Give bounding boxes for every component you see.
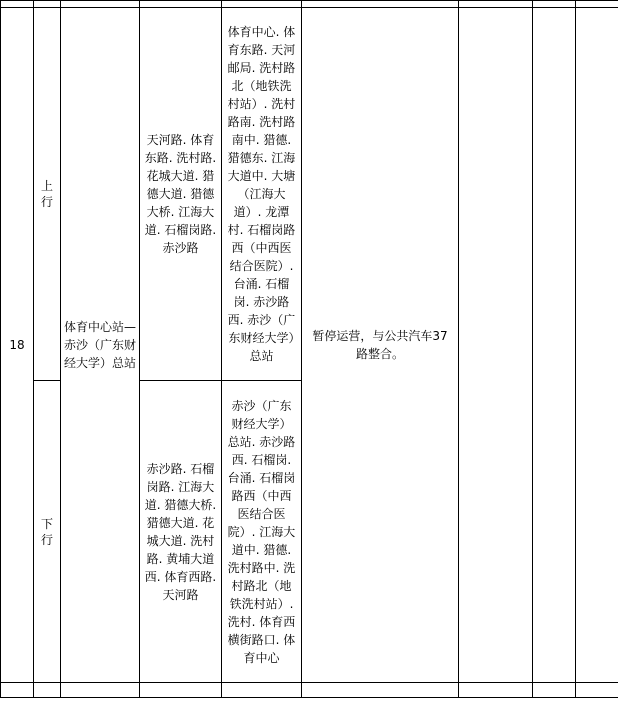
table-row <box>1 1 618 8</box>
cell-direction-up: 上行 <box>34 8 61 381</box>
cell-stop-list-up: 体育中心. 体育东路. 天河邮局. 洗村路北（地铁洗村站）. 洗村路南. 洗村路南中. 猎德. 猎德东. 江海大道中. 大塘（江海大道）. 龙潭村. 石榴岗路西（中西医结合医院）. 台涌. 石榴岗. 赤沙路西. 赤沙（广东财经大学）总站 <box>222 8 302 381</box>
cell-extra-2 <box>533 8 576 683</box>
cell-extra-3-next <box>576 683 618 698</box>
cell-road-list-next <box>140 683 222 698</box>
cell-line-number: 18 <box>1 8 34 683</box>
cell-note-partial <box>302 1 459 8</box>
cell-road-list-up: 天河路. 体育东路. 洗村路. 花城大道. 猎德大道. 猎德大桥. 江海大道. 石榴岗路. 赤沙路 <box>140 8 222 381</box>
cell-extra-2-partial <box>533 1 576 8</box>
cell-route-name-partial <box>61 1 140 8</box>
cell-extra-2-next <box>533 683 576 698</box>
cell-extra-1 <box>459 8 533 683</box>
cell-route-name: 体育中心站—赤沙（广东财经大学）总站 <box>61 8 140 683</box>
cell-line-number-next <box>1 683 34 698</box>
cell-extra-3-partial <box>576 1 618 8</box>
cell-extra-3 <box>576 8 618 683</box>
cell-note: 暂停运营，与公共汽车37路整合。 <box>302 8 459 683</box>
table-row <box>1 683 618 698</box>
cell-extra-1-partial <box>459 1 533 8</box>
cell-stop-list-partial <box>222 1 302 8</box>
cell-road-list-partial <box>140 1 222 8</box>
cell-direction-next <box>34 683 61 698</box>
cell-note-next <box>302 683 459 698</box>
cell-road-list-down: 赤沙路. 石榴岗路. 江海大道. 猎德大桥. 猎德大道. 花城大道. 洗村路. 黄埔大道西. 体育西路. 天河路 <box>140 381 222 683</box>
table-row <box>1 8 618 381</box>
cell-direction-down: 下行 <box>34 381 61 683</box>
cell-direction-partial <box>34 1 61 8</box>
cell-route-name-next <box>61 683 140 698</box>
cell-extra-1-next <box>459 683 533 698</box>
cell-stop-list-down: 赤沙（广东财经大学）总站. 赤沙路西. 石榴岗. 台涌. 石榴岗路西（中西医结合医院）. 江海大道中. 猎德. 洗村路中. 洗村路北（地铁洗村站）. 洗村. 体育西横街路口. 体育中心 <box>222 381 302 683</box>
cell-stop-list-next <box>222 683 302 698</box>
cell-line-number-partial <box>1 1 34 8</box>
